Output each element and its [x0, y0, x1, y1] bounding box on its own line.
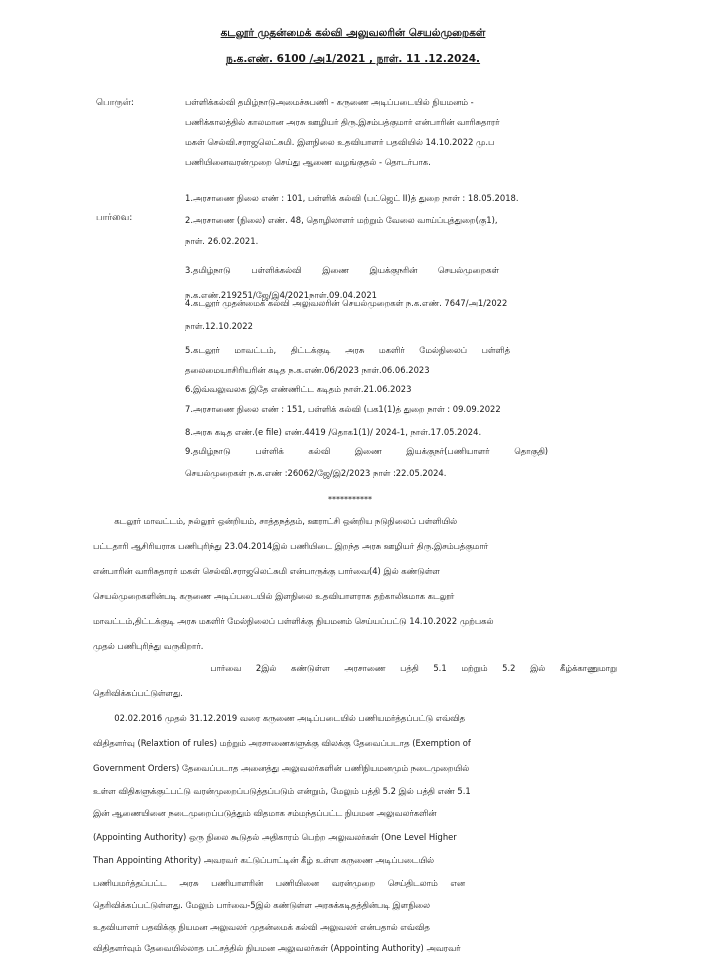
body-line: (Appointing Authority) ஒரு நிலை கூடுதல் அதிகாரம் பெற்ற அலுவலர்கள் (One Level Higher — [93, 832, 457, 842]
body-line: Than Appointing Athority) அவரவர் கட்டுப்பாட்டின் கீழ் உள்ள கருணை அடிப்படையில் — [93, 855, 435, 865]
body-line: கடலூர் மாவட்டம், நல்லூர் ஒன்றியம், சாத்தநத்தம், ஊராட்சி ஒன்றிய நடுநிலைப் பள்ளியில் — [93, 516, 458, 526]
body-line: செயல்முறைகளின்படி கருணை அடிப்படையில் இளநிலை உதவியாளராக தற்காலிகமாக கடலூர் — [93, 591, 455, 601]
subject-line: பள்ளிக்கல்வி தமிழ்நாடுஅமைச்சுபணி - கருணை அடிப்படையில் நியமனம் - — [185, 97, 474, 107]
reference-line: செயல்முறைகள் ந.க.எண் :26062/ஜே/இ2/2023 நாள் :22.05.2024. — [185, 468, 447, 478]
references-label: பார்வை: — [96, 213, 133, 223]
body-line: முதல் பணிபுரிந்து வருகிறார். — [93, 641, 204, 651]
reference-number-text: ந.க.எண். 6100 /அ1/2021 , நாள். 11 .12.2024. — [225, 53, 481, 65]
reference-line: 8.அரசு கடித எண்.(e file) எண்.4419 /தொக1(1)/ 2024-1, நாள்.17.05.2024. — [185, 427, 482, 437]
subject-block — [185, 92, 625, 172]
reference-line: நாள்.12.10.2022 — [185, 321, 253, 331]
body-line: தெரிவிக்கப்பட்டுள்ளது. மேலும் பார்வை-5இல் கண்டுள்ள அரசுக்கடிதத்தின்படி இளநிலை — [93, 900, 431, 910]
reference-line: 2.அரசாணை (நிலை) எண். 48, தொழிலாளர் மற்றும் வேலை வாய்ப்புத்துறை(கு1), — [185, 215, 498, 225]
reference-line: தலைமையாசிரியரின் கடித ந.க.எண்.06/2023 நாள்.06.06.2023 — [185, 365, 430, 375]
reference-line: 1.அரசாணை நிலை எண் : 101, பள்ளிக் கல்வி (பட்ஜெட் II)த் துறை நாள் : 18.05.2018. — [185, 193, 519, 203]
body-line: பட்டதாரி ஆசிரியராக பணிபுரிந்து 23.04.2014இல் பணியிடை இறந்த அரசு ஊழியர் திரு.இசம்பத்குமார் — [93, 541, 489, 551]
body-line: மாவட்டம்,திட்டக்குடி அரசு மகளிர் மேல்நிலைப் பள்ளிக்கு நியமனம் செய்யப்பட்டு 14.10.2022 முற்பகல் — [93, 616, 494, 626]
subject-line: பணியினைவரன்முறை செய்து ஆணை வழங்குதல் - தொடர்பாக. — [185, 157, 431, 167]
subject-line: மகள் செல்வி.சராஜலெட்சுமி. இளநிலை உதவியாளர் பதவியில் 14.10.2022 மு.ப — [185, 137, 495, 147]
reference-number-line — [0, 53, 706, 66]
reference-line: 3.தமிழ்நாடு பள்ளிக்கல்வி இணை இயக்குநரின் செயல்முறைகள் — [185, 265, 499, 275]
reference-line: 9.தமிழ்நாடு பள்ளிக் கல்வி இணை இயக்குநர்(பணியாளர் தொகுதி) — [185, 446, 549, 456]
subject-label: பொருள்: — [96, 98, 134, 108]
reference-line: 5.கடலூர் மாவட்டம், திட்டக்குடி அரசு மகளிர் மேல்நிலைப் பள்ளித் — [185, 345, 511, 355]
body-line: இன் ஆணையினை நடைமுறைப்படுத்தும் விதமாக சம்மந்தப்பட்ட நியமன அலுவலர்களின் — [93, 808, 437, 818]
document-title-text: கடலூர் முதன்மைக் கல்வி அலுவலரின் செயல்முறைகள் — [220, 27, 486, 39]
separator-stars: *********** — [328, 495, 372, 504]
body-line: பார்வை 2இல் கண்டுள்ள அரசாணை பத்தி 5.1 மற்றும் 5.2 இல் கீழ்க்காணுமாறு — [93, 663, 617, 673]
body-line: Government Orders) தேவைப்படாத அனைத்து அலுவலர்களின் பணிநியமனமும் நடைமுறையில் — [93, 763, 470, 773]
subject-line: பணிக்காலத்தில் காலமான அரசு ஊழியர் திரு.இசம்பத்குமார் என்பாரின் வாரிசுதாரர் — [185, 117, 500, 127]
body-line: உதவியாளர் பதவிக்கு நியமன அலுவலர் முதன்மைக் கல்வி அலுவலர் என்பதால் எவ்வித — [93, 922, 430, 932]
reference-line: 6.இவ்வலுவலக இதே எண்ணிட்ட கடிதம் நாள்.21.06.2023 — [185, 384, 412, 394]
body-line: 02.02.2016 முதல் 31.12.2019 வரை கருணை அடிப்படையில் பணியமர்த்தப்பட்டு எவ்வித — [93, 713, 466, 723]
body-line: என்பாரின் வாரிசுதாரர் மகள் செல்வி.சராஜலெட்சுமி என்பாருக்கு பார்வை(4) இல் கண்டுள்ள — [93, 566, 440, 576]
body-line: பணியமர்த்தப்பட்ட அரசு பணியாளரின் பணியினை வரன்முறை செய்திடலாம் என — [93, 878, 466, 888]
reference-line: 7.அரசாணை நிலை எண் : 151, பள்ளிக் கல்வி (பக1(1)த் துறை நாள் : 09.09.2022 — [185, 404, 501, 414]
body-line: விதிதளர்வும் தேவையில்லாத பட்சத்தில் நியமன அலுவலர்கள் (Appointing Authority) அவரவர் — [93, 943, 461, 953]
reference-line: 4.கடலூர் முதன்மைக் கல்வி அலுவலரின் செயல்முறைகள் ந.க.எண். 7647/அ1/2022 — [185, 298, 508, 308]
body-line: தெரிவிக்கப்பட்டுள்ளது. — [93, 688, 183, 698]
body-line: உள்ள விதிகளுக்குட்பட்டு வரன்முறைப்படுத்தப்படும் என்றும், மேலும் பத்தி 5.2 இல் பத்தி எண் 5.1 — [93, 786, 471, 796]
body-line: விதிதளர்வு (Relaxtion of rules) மற்றும் அரசாணைகளுக்கு விலக்கு தேவைப்படாத (Exemption of — [93, 738, 471, 748]
reference-line: நாள். 26.02.2021. — [185, 236, 259, 246]
reference-line: ந.க.எண்.219251/ஜே/இ4/2021நாள்.09.04.2021 — [185, 290, 377, 300]
document-title — [0, 27, 706, 40]
